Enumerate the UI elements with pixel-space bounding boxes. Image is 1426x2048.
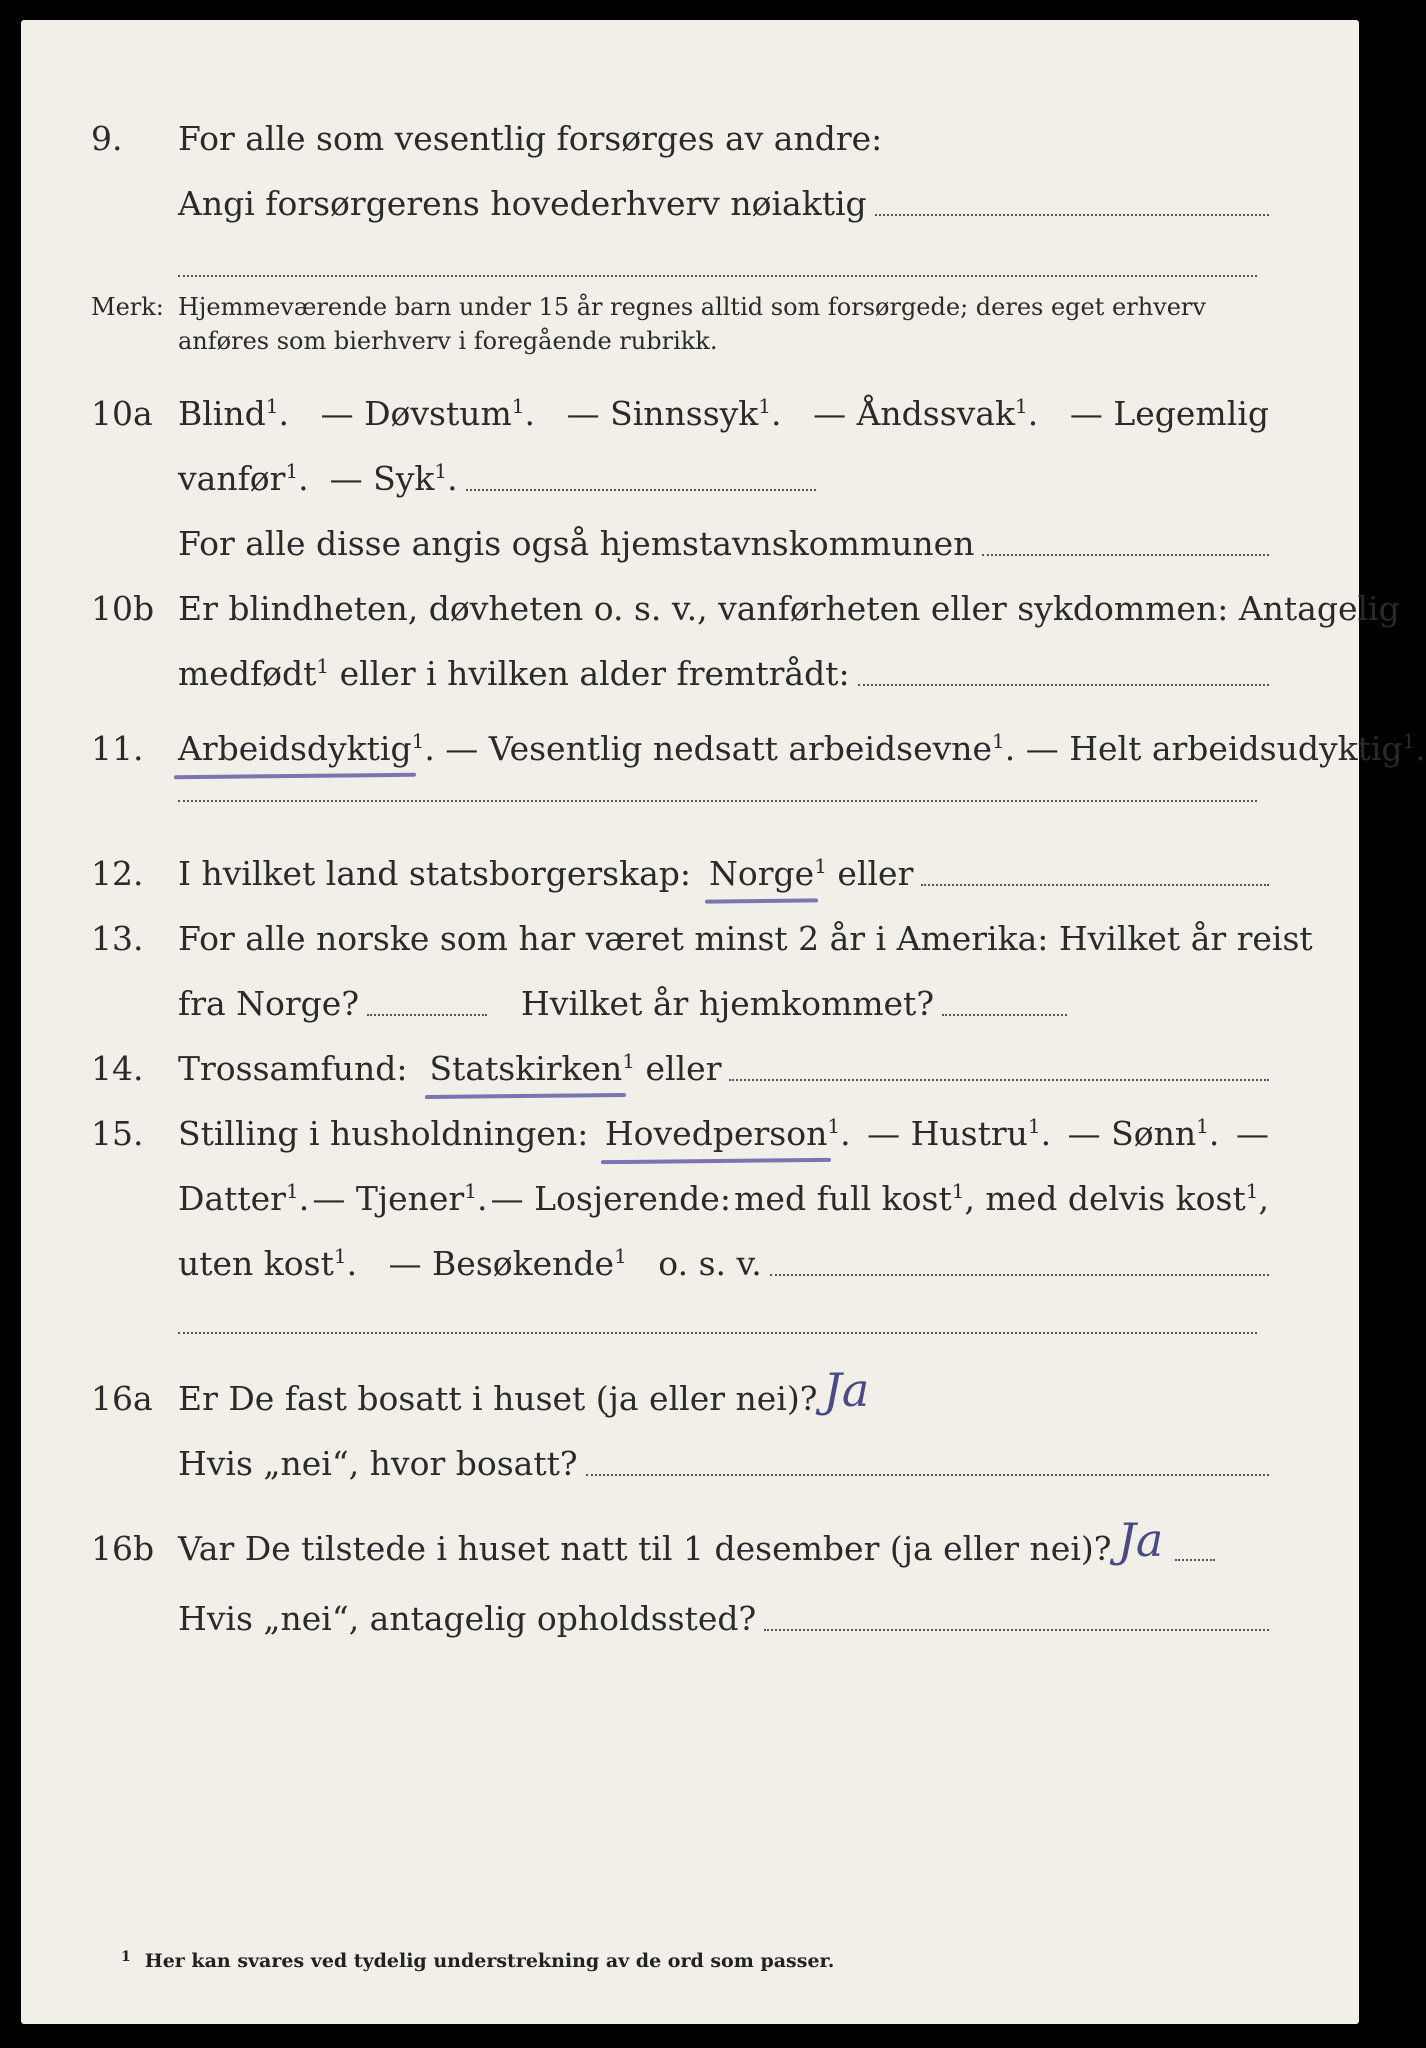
q16b-subquestion: Hvis „nei“, antagelig opholdssted? xyxy=(178,1599,757,1638)
q14-number: 14. xyxy=(91,1049,144,1088)
q16a-subquestion: Hvis „nei“, hvor bosatt? xyxy=(178,1444,578,1483)
merk-line2: anføres som bierhverv i foregående rubrikk. xyxy=(178,327,718,355)
q9-extra-answer-line[interactable] xyxy=(178,275,1257,277)
q13-line1 xyxy=(91,905,1313,958)
q16b-line2 xyxy=(178,1585,1269,1638)
q16b-number: 16b xyxy=(91,1529,155,1568)
q11-line xyxy=(91,715,1426,768)
merk-label: Merk: xyxy=(91,293,164,321)
q10b-number: 10b xyxy=(91,589,155,628)
footnote xyxy=(121,1950,834,1972)
q16b-opholdssted-field[interactable] xyxy=(764,1629,1269,1631)
q16a-question: Er De fast bosatt i huset (ja eller nei)? xyxy=(178,1379,818,1418)
q16b-line1 xyxy=(91,1513,1269,1568)
q12-norge-underlined[interactable]: Norge xyxy=(709,854,815,893)
q15-line2 xyxy=(178,1165,1269,1218)
merk-line1: Hjemmeværende barn under 15 år regnes alltid som forsørgede; deres eget erhverv xyxy=(178,293,1206,321)
q11-answer-line[interactable] xyxy=(178,800,1257,802)
q12-line xyxy=(91,840,1269,893)
q16b-handwritten-answer[interactable]: Ja xyxy=(1117,1513,1164,1567)
q13-hjemkommet: Hvilket år hjemkommet? xyxy=(521,984,935,1023)
q10a-line3 xyxy=(178,510,1269,563)
q10a-hjemstavn: For alle disse angis også hjemstavnskommunen xyxy=(178,524,975,563)
q16a-handwritten-answer[interactable]: Ja xyxy=(823,1363,870,1417)
q10a-line1 xyxy=(91,380,1269,433)
opt-legemlig: — Legemlig xyxy=(1069,394,1269,433)
q13-reist: fra Norge? xyxy=(178,984,360,1023)
q14-other-field[interactable] xyxy=(729,1079,1269,1081)
form-sheet xyxy=(21,20,1426,2024)
q13-question: For alle norske som har været minst 2 år i Amerika: Hvilket år reist xyxy=(178,919,1313,958)
q10b-subquestion: medfødt$^1$ eller i hvilken alder fremtrådt: xyxy=(178,654,850,693)
q15-options-3: uten kost$^1$. — Besøkende$^1$ o. s. v. xyxy=(178,1244,762,1283)
q14-line xyxy=(91,1035,1269,1088)
q13-hjemkommet-field[interactable] xyxy=(942,1014,1067,1016)
q12-question: I hvilket land statsborgerskap: xyxy=(178,854,692,893)
opt-andssvak: — Åndssvak$^1$. xyxy=(813,394,1039,433)
q15-number: 15. xyxy=(91,1114,144,1153)
q15-options-2: Datter$^1$. — Tjener$^1$. — Losjerende: med full kost$^1$, med delvis kost$^1$, xyxy=(178,1179,1269,1218)
q9-number: 9. xyxy=(91,119,123,158)
q10b-answer-field[interactable] xyxy=(858,684,1269,686)
q14-answer: Statskirken$^1$ eller xyxy=(429,1049,722,1088)
q15-options-1: Stilling i husholdningen: Hovedperson$^1$. — Hustru$^1$. — Sønn$^1$. — xyxy=(178,1114,1269,1153)
footnote-marker: 1 xyxy=(121,1949,131,1965)
q10a-options xyxy=(178,394,1269,433)
q9-answer-field[interactable] xyxy=(875,214,1269,216)
opt-vanfor: vanfør$^1$. — Syk$^1$. xyxy=(178,459,458,498)
q15-hovedperson-underlined[interactable]: Hovedperson xyxy=(604,1114,828,1153)
q9-line2 xyxy=(178,170,1269,223)
opt-blind: Blind$^1$. xyxy=(178,394,289,433)
q15-line1 xyxy=(91,1100,1269,1153)
opt-dovstum: — Døvstum$^1$. xyxy=(320,394,536,433)
q12-answer: Norge$^1$ eller xyxy=(709,854,914,893)
merk-note xyxy=(91,290,1269,358)
q15-line3 xyxy=(178,1230,1269,1283)
q12-number: 12. xyxy=(91,854,144,893)
q10b-question: Er blindheten, døvheten o. s. v., vanførheten eller sykdommen: Antagelig xyxy=(178,589,1400,628)
q11-number: 11. xyxy=(91,729,144,768)
q11-options: Arbeidsdyktig$^1$. — Vesentlig nedsatt arbeidsevne$^1$. — Helt arbeidsudyktig$^1$. xyxy=(178,729,1426,768)
q14-statskirken-underlined[interactable]: Statskirken xyxy=(429,1049,623,1088)
q15-answer-line[interactable] xyxy=(178,1332,1257,1334)
q12-other-field[interactable] xyxy=(921,884,1269,886)
q10a-hjemstavn-field[interactable] xyxy=(982,554,1269,556)
q16a-line2 xyxy=(178,1430,1269,1483)
q10b-line1 xyxy=(91,575,1400,628)
q14-question: Trossamfund: xyxy=(178,1049,408,1088)
q9-subquestion: Angi forsørgerens hovederhverv nøiaktig xyxy=(178,184,867,223)
q16a-line1 xyxy=(91,1363,1269,1418)
q11-opt-arbeidsdyktig-underlined[interactable]: Arbeidsdyktig xyxy=(178,729,412,768)
q15-other-field[interactable] xyxy=(770,1274,1269,1276)
q10a-syk-field[interactable] xyxy=(466,489,816,491)
q16b-question: Var De tilstede i huset natt til 1 desember (ja eller nei)? xyxy=(178,1529,1112,1568)
q10a-line2 xyxy=(178,445,1269,498)
q13-number: 13. xyxy=(91,919,144,958)
q13-reist-field[interactable] xyxy=(367,1014,487,1016)
opt-sinnssyk: — Sinnssyk$^1$. xyxy=(566,394,782,433)
q16a-number: 16a xyxy=(91,1379,153,1418)
q9-line1 xyxy=(91,105,1269,158)
q10b-line2 xyxy=(178,640,1269,693)
q9-question: For alle som vesentlig forsørges av andre: xyxy=(178,119,883,158)
q16a-bosatt-field[interactable] xyxy=(586,1474,1269,1476)
footnote-text: Her kan svares ved tydelig understrekning av de ord som passer. xyxy=(144,1950,835,1972)
q10a-number: 10a xyxy=(91,394,153,433)
q16b-answer-field[interactable] xyxy=(1175,1559,1215,1561)
q13-line2 xyxy=(178,970,1269,1023)
